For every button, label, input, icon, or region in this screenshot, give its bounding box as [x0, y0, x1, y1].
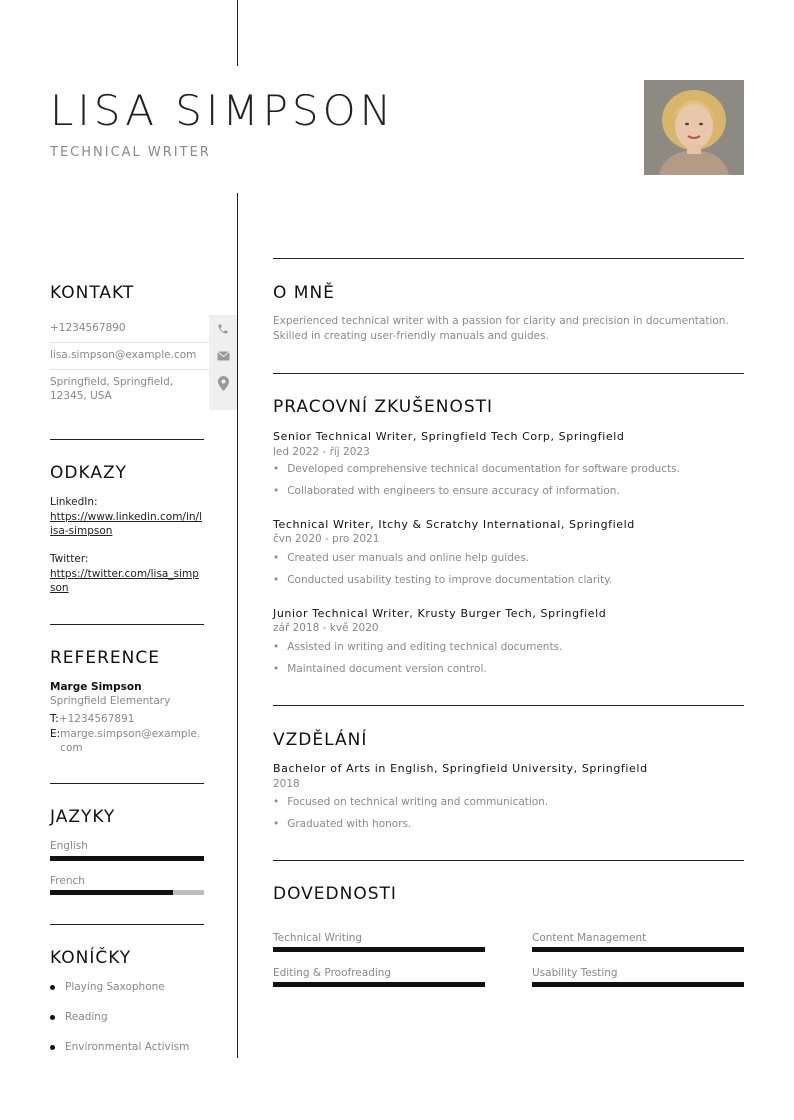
bullet-dot-icon: [50, 985, 55, 990]
linkedin-link[interactable]: https://www.linkedin.com/in/lisa-simpson: [50, 511, 202, 537]
reference-org: Springfield Elementary: [50, 695, 171, 707]
language-name: English: [50, 840, 88, 852]
linkedin-label: LinkedIn:: [50, 496, 98, 508]
bullet-icon: •: [273, 574, 280, 586]
skill-level-bar: [532, 947, 744, 952]
reference-phone-row: [50, 713, 134, 725]
job-title: Junior Technical Writer, Krusty Burger Tech, Springfield: [273, 607, 607, 620]
job-bullet: [273, 663, 487, 675]
bullet-icon: •: [273, 463, 280, 475]
phone-icon: [209, 315, 237, 342]
bullet-icon: •: [273, 818, 280, 830]
job-bullet: [273, 485, 620, 497]
job-bullet-text: Conducted usability testing to improve documentation clarity.: [287, 574, 613, 586]
job-bullet-text: Assisted in writing and editing technical documents.: [287, 641, 563, 653]
job-dates: led 2022 - říj 2023: [273, 446, 370, 458]
hobby-item: [50, 1011, 108, 1023]
language-level-fill: [50, 890, 173, 895]
reference-name: Marge Simpson: [50, 681, 142, 693]
job-dates: čvn 2020 - pro 2021: [273, 533, 380, 545]
hobbies-heading: KONÍČKY: [50, 948, 132, 968]
skill-name: Usability Testing: [532, 967, 618, 979]
links-divider: [50, 439, 204, 440]
language-level-fill: [50, 856, 204, 861]
skill-name: Technical Writing: [273, 932, 363, 944]
education-year: 2018: [273, 778, 300, 790]
languages-divider: [50, 783, 204, 784]
contact-email-row: [50, 342, 237, 370]
contact-heading: KONTAKT: [50, 283, 135, 303]
job-bullet-text: Maintained document version control.: [287, 663, 487, 675]
job-bullet: [273, 552, 529, 564]
location-pin-icon: [209, 369, 237, 410]
skill-level-fill: [532, 982, 744, 987]
bullet-icon: •: [273, 552, 280, 564]
hobby-text: Environmental Activism: [65, 1041, 190, 1053]
education-bullet-text: Graduated with honors.: [287, 818, 412, 830]
bullet-icon: •: [273, 485, 280, 497]
education-bullet-text: Focused on technical writing and communication.: [287, 796, 549, 808]
top-divider-line: [237, 0, 238, 66]
skill-level-fill: [273, 982, 485, 987]
education-degree: Bachelor of Arts in English, Springfield University, Springfield: [273, 762, 648, 775]
reference-divider: [50, 624, 204, 625]
reference-heading: REFERENCE: [50, 648, 160, 668]
bullet-icon: •: [273, 641, 280, 653]
job-bullet-text: Created user manuals and online help guides.: [287, 552, 530, 564]
skill-name: Editing & Proofreading: [273, 967, 392, 979]
hobby-text: Playing Saxophone: [65, 981, 165, 993]
experience-divider: [273, 373, 744, 374]
bullet-icon: •: [273, 663, 280, 675]
candidate-name: LISA SIMPSON: [50, 86, 396, 135]
skill-level-fill: [273, 947, 485, 952]
twitter-label: Twitter:: [50, 553, 89, 565]
contact-address-row: [50, 369, 237, 410]
education-heading: VZDĚLÁNÍ: [273, 730, 368, 750]
skill-level-bar: [273, 982, 485, 987]
candidate-title: TECHNICAL WRITER: [50, 145, 211, 160]
skill-level-bar: [532, 982, 744, 987]
reference-email[interactable]: marge.simpson@example.com: [60, 728, 201, 754]
job-bullet-text: Collaborated with engineers to ensure accuracy of information.: [287, 485, 620, 497]
education-bullet: [273, 818, 411, 830]
job-dates: zář 2018 - kvě 2020: [273, 622, 379, 634]
bullet-dot-icon: [50, 1015, 55, 1020]
skill-level-fill: [532, 947, 744, 952]
hobbies-divider: [50, 924, 204, 925]
portrait-photo: [644, 80, 744, 175]
job-bullet-text: Developed comprehensive technical documentation for software products.: [287, 463, 680, 475]
sidebar-divider-line: [237, 193, 238, 1058]
bullet-icon: •: [273, 796, 280, 808]
language-name: French: [50, 875, 85, 887]
about-divider: [273, 258, 744, 259]
skill-level-bar: [273, 947, 485, 952]
job-bullet: [273, 641, 562, 653]
contact-address: Springfield, Springfield, 12345, USA: [50, 376, 174, 402]
reference-phone[interactable]: +1234567891: [58, 713, 135, 725]
job-bullet: [273, 463, 680, 475]
reference-phone-label: T:: [50, 713, 59, 725]
twitter-link[interactable]: https://twitter.com/lisa_simpson: [50, 568, 199, 594]
hobby-text: Reading: [65, 1011, 108, 1023]
contact-phone-row: [50, 315, 237, 343]
hobby-item: [50, 981, 165, 993]
education-bullet: [273, 796, 548, 808]
bullet-dot-icon: [50, 1045, 55, 1050]
contact-email[interactable]: lisa.simpson@example.com: [50, 349, 197, 361]
contact-phone[interactable]: +1234567890: [50, 322, 126, 334]
skills-divider: [273, 860, 744, 861]
experience-heading: PRACOVNÍ ZKUŠENOSTI: [273, 397, 494, 417]
job-title: Technical Writer, Itchy & Scratchy International, Springfield: [273, 518, 635, 531]
skills-heading: DOVEDNOSTI: [273, 884, 397, 904]
mail-icon: [209, 342, 237, 369]
language-level-bar: [50, 890, 204, 895]
about-heading: O MNĚ: [273, 283, 335, 303]
reference-email-label: E:: [50, 728, 61, 740]
education-divider: [273, 705, 744, 706]
reference-email-row: [50, 727, 204, 755]
about-text: Experienced technical writer with a passion for clarity and precision in documentation. Skilled in creating user-friendly manuals and guides.: [273, 315, 729, 342]
links-heading: ODKAZY: [50, 463, 127, 483]
job-bullet: [273, 574, 612, 586]
job-title: Senior Technical Writer, Springfield Tech Corp, Springfield: [273, 430, 625, 443]
language-level-bar: [50, 856, 204, 861]
languages-heading: JAZYKY: [50, 807, 116, 827]
hobby-item: [50, 1041, 189, 1053]
skill-name: Content Management: [532, 932, 647, 944]
